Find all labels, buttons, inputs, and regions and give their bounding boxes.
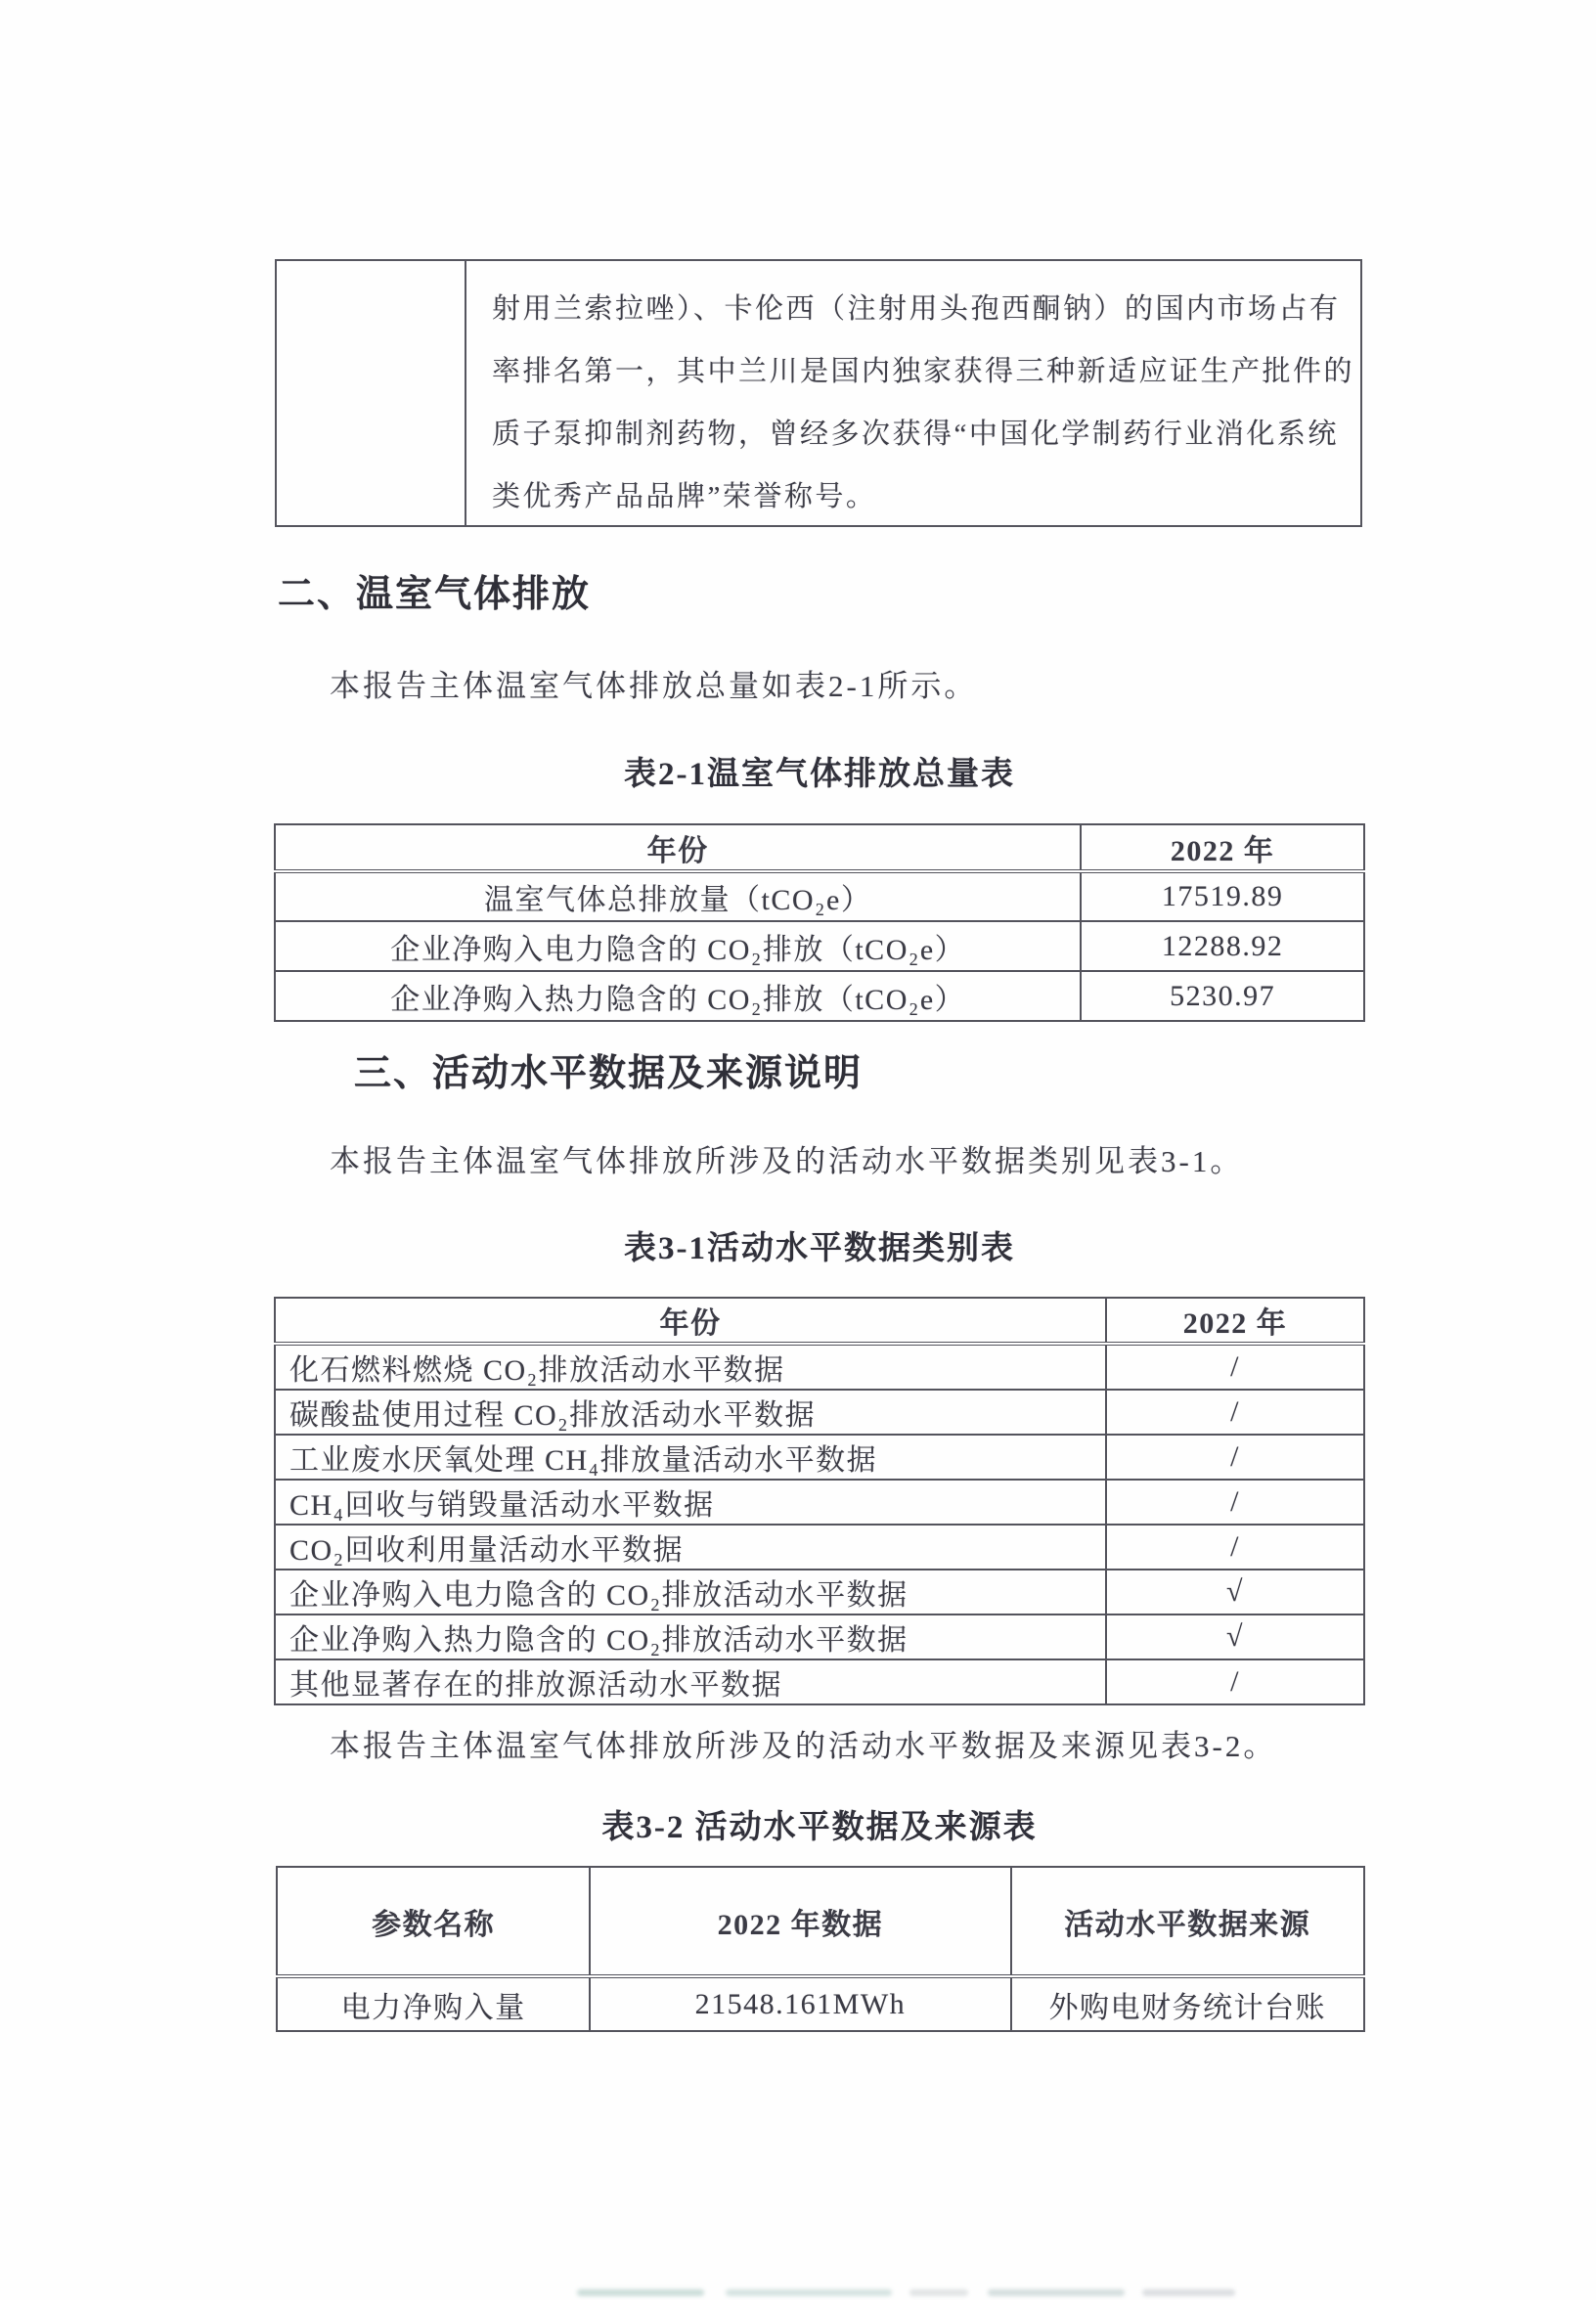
intro-text-line: 率排名第一，其中兰川是国内独家获得三种新适应证生产批件的 — [491, 356, 1354, 387]
table-cell: 碳酸盐使用过程 CO₂排放活动水平数据 — [275, 1390, 1106, 1435]
table-cell: CH₄回收与销毁量活动水平数据 — [275, 1480, 1106, 1525]
table-cell: 21548.161MWh — [590, 1976, 1010, 2031]
intro-table-text-cell — [466, 261, 1360, 525]
table-cell: / — [1106, 1344, 1364, 1390]
table-2-1 — [274, 823, 1365, 1022]
table-cell: 温室气体总排放量（tCO₂e） — [275, 871, 1081, 921]
table-3-2-header-data: 2022 年数据 — [590, 1867, 1010, 1976]
table-row — [275, 1435, 1364, 1480]
table-row — [275, 1525, 1364, 1570]
table-cell: 5230.97 — [1081, 971, 1364, 1021]
table-3-1-header-2022: 2022 年 — [1106, 1298, 1364, 1344]
table-cell: 企业净购入电力隐含的 CO₂排放活动水平数据 — [275, 1570, 1106, 1614]
table-row — [275, 824, 1364, 871]
table-cell: 外购电财务统计台账 — [1011, 1976, 1364, 2031]
table-3-2 — [276, 1866, 1365, 2032]
intro-text-line: 质子泵抑制剂药物，曾经多次获得“中国化学制药行业消化系统 — [491, 419, 1339, 450]
table-cell: 12288.92 — [1081, 921, 1364, 971]
intro-table-empty-cell — [277, 261, 466, 525]
table-cell: / — [1106, 1659, 1364, 1704]
table-cell: √ — [1106, 1570, 1364, 1614]
scan-artifact — [909, 2289, 968, 2296]
table-row — [275, 1659, 1364, 1704]
table-3-1 — [274, 1297, 1365, 1705]
table-3-1-caption: 表3-1活动水平数据类别表 — [624, 1231, 1015, 1266]
table-cell: 17519.89 — [1081, 871, 1364, 921]
scan-artifact — [726, 2289, 892, 2296]
table-2-1-caption: 表2-1温室气体排放总量表 — [624, 757, 1015, 792]
table-cell: 企业净购入热力隐含的 CO₂排放（tCO₂e） — [275, 971, 1081, 1021]
scan-artifact — [1142, 2289, 1235, 2296]
table-cell: 化石燃料燃烧 CO₂排放活动水平数据 — [275, 1344, 1106, 1390]
table-3-2-header-param: 参数名称 — [277, 1867, 590, 1976]
table-cell: / — [1106, 1480, 1364, 1525]
intro-text-line: 类优秀产品品牌”荣誉称号。 — [491, 481, 877, 512]
table-row — [275, 921, 1364, 971]
table-2-1-header-2022: 2022 年 — [1081, 824, 1364, 871]
section-3-heading: 三、活动水平数据及来源说明 — [354, 1053, 864, 1094]
table-3-2-header-source: 活动水平数据来源 — [1011, 1867, 1364, 1976]
table-row — [275, 1298, 1364, 1344]
intro-text-line: 射用兰索拉唑）、卡伦西（注射用头孢西酮钠）的国内市场占有 — [491, 293, 1341, 325]
table-cell: √ — [1106, 1614, 1364, 1659]
table-row — [275, 1390, 1364, 1435]
table-cell: / — [1106, 1390, 1364, 1435]
table-cell: 企业净购入热力隐含的 CO₂排放活动水平数据 — [275, 1614, 1106, 1659]
table-row — [275, 971, 1364, 1021]
table-row — [275, 1570, 1364, 1614]
table-3-1-header-year: 年份 — [275, 1298, 1106, 1344]
table-row — [275, 1480, 1364, 1525]
section-2-heading: 二、温室气体排放 — [278, 574, 592, 615]
table-cell: / — [1106, 1525, 1364, 1570]
table-row — [277, 1976, 1364, 2031]
scan-artifact — [988, 2289, 1125, 2296]
section-3-paragraph-2: 本报告主体温室气体排放所涉及的活动水平数据及来源见表3-2。 — [330, 1729, 1277, 1763]
section-3-paragraph-1: 本报告主体温室气体排放所涉及的活动水平数据类别见表3-1。 — [330, 1144, 1244, 1178]
table-cell: CO₂回收利用量活动水平数据 — [275, 1525, 1106, 1570]
table-row — [275, 1344, 1364, 1390]
scan-artifact — [577, 2289, 704, 2296]
table-cell: 其他显著存在的排放源活动水平数据 — [275, 1659, 1106, 1704]
table-row — [275, 871, 1364, 921]
table-cell: 工业废水厌氧处理 CH₄排放量活动水平数据 — [275, 1435, 1106, 1480]
table-3-2-caption: 表3-2 活动水平数据及来源表 — [601, 1810, 1038, 1845]
section-2-paragraph: 本报告主体温室气体排放总量如表2-1所示。 — [330, 669, 978, 703]
table-cell: 电力净购入量 — [277, 1976, 590, 2031]
table-cell: 企业净购入电力隐含的 CO₂排放（tCO₂e） — [275, 921, 1081, 971]
table-cell: / — [1106, 1435, 1364, 1480]
table-2-1-header-year: 年份 — [275, 824, 1081, 871]
intro-continuation-table — [275, 259, 1362, 527]
table-row — [275, 1614, 1364, 1659]
table-row — [277, 1867, 1364, 1976]
